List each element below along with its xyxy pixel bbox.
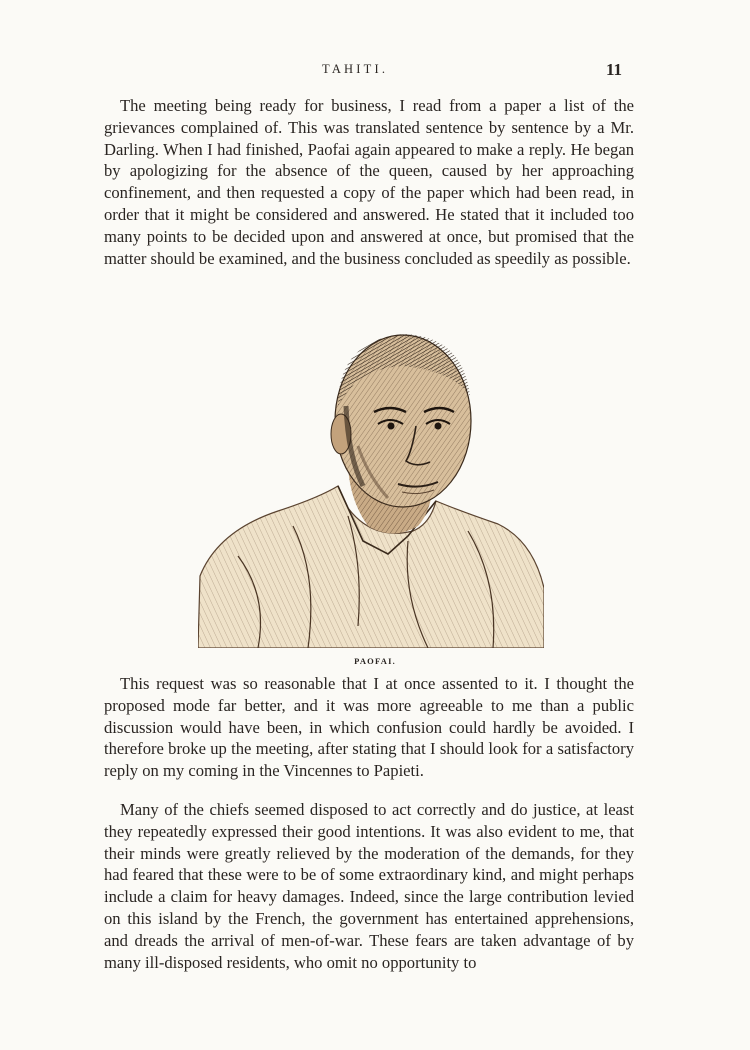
paofai-portrait-illustration <box>198 326 544 648</box>
paragraph-request: This request was so reasonable that I at once assented to it. I thought the proposed mode far better, and it was more agreeable to me than a public discussion would have been, in which confusion could hardly be avoided. I therefore broke up the meeting, after stating that I should look for a satisfactory reply on my coming in the Vincennes to Papieti. <box>104 674 634 781</box>
running-title: TAHITI. <box>322 62 389 76</box>
paragraph-meeting: The meeting being ready for business, I read from a paper a list of the grievances complained of. This was translated sentence by sentence by a Mr. Darling. When I had finished, Paofai again appeared to make a reply. He began by apologizing for the absence of the queen, caused by her approaching confinement, and then requested a copy of the paper which had been read, in order that it might be considered and answered. He stated that it included too many points to be decided upon and answered at once, but promised that the matter should be examined, and the business concluded as speedily as possible. <box>104 96 634 268</box>
page-number: 11 <box>606 60 623 79</box>
paragraph-chiefs: Many of the chiefs seemed disposed to act correctly and do justice, at least they repeatedly expressed their good intentions. It was also evident to me, that their minds were greatly relieved by the moderation of the demands, for they had feared that these were to be of some extraordinary kind, and might perhaps include a claim for heavy damages. Indeed, since the large contribution levied on this island by the French, the government has entertained apprehensions, and dreads the arrival of men-of-war. These fears are taken advantage of by many ill-disposed residents, who omit no opportunity to <box>104 800 634 972</box>
running-head <box>0 62 750 82</box>
illustration-caption: PAOFAI. <box>354 656 396 666</box>
